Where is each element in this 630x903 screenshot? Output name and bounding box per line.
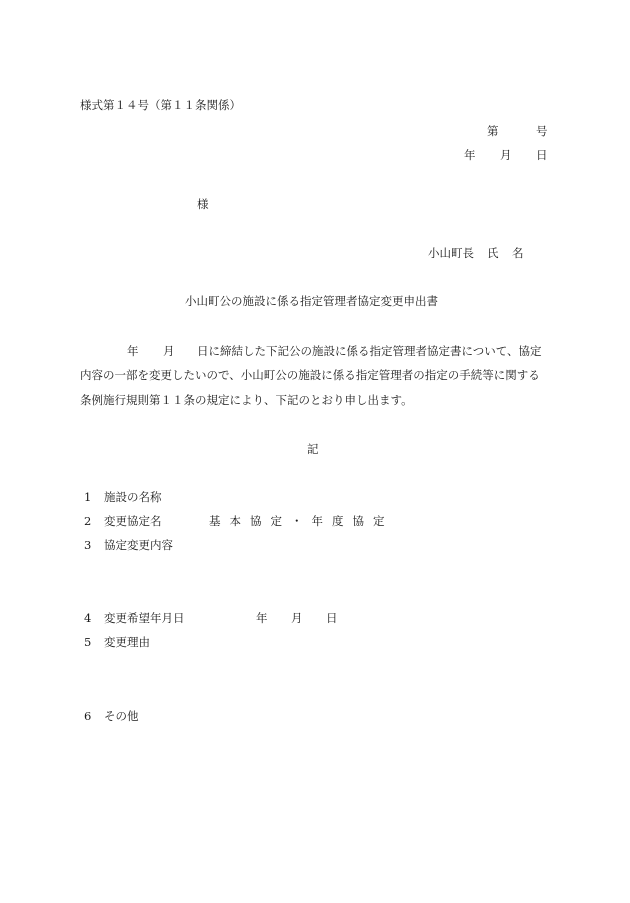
item-2-value: 基本協定・年度協定 [209, 514, 394, 528]
item-1-label: 施設の名称 [104, 490, 162, 504]
ki-heading: 記 [307, 442, 319, 456]
document-title: 小山町公の施設に係る指定管理者協定変更申出書 [185, 294, 438, 308]
number-go: 号 [536, 124, 548, 138]
date-month: 月 [500, 148, 512, 162]
addressee-suffix: 様 [197, 197, 209, 211]
sender-name-label2: 名 [512, 246, 524, 260]
item-1-number: 1 [84, 490, 92, 504]
item-5-label: 変更理由 [104, 635, 150, 649]
item-5-number: 5 [84, 635, 92, 649]
body-year: 年 [127, 344, 139, 358]
date-year: 年 [464, 148, 476, 162]
body-line1: 日に締結した下記公の施設に係る指定管理者協定書について、協定 [197, 344, 542, 358]
body-month: 月 [163, 344, 175, 358]
date-day: 日 [536, 148, 548, 162]
item-4-day: 日 [326, 611, 338, 625]
item-2-label: 変更協定名 [104, 514, 162, 528]
body-line2: 内容の一部を変更したいので、小山町公の施設に係る指定管理者の指定の手続等に関する [80, 368, 540, 382]
item-6-number: 6 [84, 709, 92, 723]
form-number: 様式第１４号（第１１条関係） [80, 98, 241, 112]
item-6-label: その他 [104, 709, 139, 723]
item-4-number: 4 [84, 611, 92, 625]
item-3-label: 協定変更内容 [104, 538, 173, 552]
item-4-year: 年 [256, 611, 268, 625]
sender-title: 小山町長 [428, 246, 474, 260]
item-3-number: 3 [84, 538, 92, 552]
number-dai: 第 [487, 124, 499, 138]
item-4-label: 変更希望年月日 [104, 611, 185, 625]
sender-name-label: 氏 [487, 246, 499, 260]
item-4-month: 月 [291, 611, 303, 625]
item-2-number: 2 [84, 514, 92, 528]
body-line3: 条例施行規則第１１条の規定により、下記のとおり申し出ます。 [80, 393, 413, 407]
